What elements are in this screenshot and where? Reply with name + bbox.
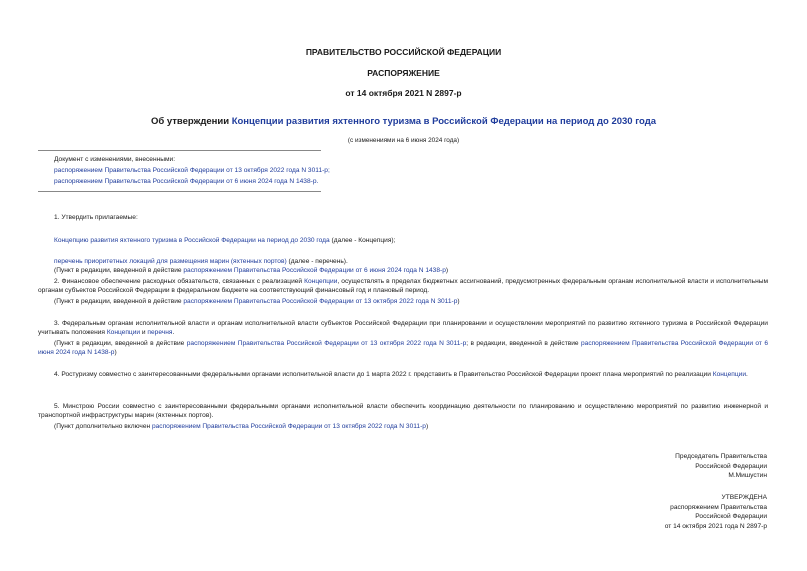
note-prefix: (Пункт в редакции, введенной в действие xyxy=(54,340,187,347)
paragraph-1: 1. Утвердить прилагаемые: xyxy=(54,214,138,221)
paragraph-3-and: и xyxy=(140,329,148,336)
government-heading: ПРАВИТЕЛЬСТВО РОССИЙСКОЙ ФЕДЕРАЦИИ xyxy=(305,47,502,57)
document-type: РАСПОРЯЖЕНИЕ xyxy=(367,68,440,78)
amendment-link-2[interactable]: распоряжением Правительства Российской Федерации от 6 июня 2024 года N 1438-р. xyxy=(54,178,319,185)
note-suffix: ) xyxy=(457,298,460,305)
document-title xyxy=(0,116,807,127)
note-link-2024-p3[interactable]: распоряжением Правительства Российской Федерации от 6 июня 2024 года N 1438-р xyxy=(38,340,768,356)
concept-link-p2[interactable]: Концепции xyxy=(304,278,338,285)
approval-block xyxy=(665,493,767,531)
note-suffix: ) xyxy=(445,267,449,274)
note-link-2022[interactable]: распоряжением Правительства Российской Федерации от 13 октября 2022 года N 3011-р xyxy=(183,298,458,305)
paragraph-4 xyxy=(38,370,768,379)
note-link-2024[interactable]: распоряжением Правительства Российской Федерации от 6 июня 2024 года N 1438-р xyxy=(183,267,446,274)
approved-by: распоряжением Правительства xyxy=(670,503,767,511)
paragraph-5-note xyxy=(54,422,428,431)
note-prefix: (Пункт дополнительно включен xyxy=(54,423,152,430)
approved-date: от 14 октября 2021 года N 2897-р xyxy=(664,522,767,530)
locations-list-link[interactable]: перечень приоритетных локаций для размещения марин (яхтенных портов) xyxy=(54,258,287,265)
divider-top xyxy=(38,150,321,151)
note-link-2022-p3[interactable]: распоряжением Правительства Российской Федерации от 13 октября 2022 года N 3011-р xyxy=(186,340,467,347)
paragraph-1-note xyxy=(54,266,448,275)
paragraph-1b xyxy=(54,257,348,266)
divider-bottom xyxy=(38,191,321,192)
signature-block xyxy=(675,452,767,481)
approved-country: Российской Федерации xyxy=(695,513,767,520)
amended-note: (с изменениями на 6 июня 2024 года) xyxy=(347,137,460,144)
amendments-label: Документ с изменениями, внесенными: xyxy=(54,156,176,163)
paragraph-3-note xyxy=(38,339,768,357)
paragraph-3 xyxy=(38,319,768,337)
approved-heading: УТВЕРЖДЕНА xyxy=(721,494,767,501)
title-prefix: Об утверждении xyxy=(150,116,232,127)
list-link-p3[interactable]: перечня xyxy=(147,329,173,336)
note-link-2022-p5[interactable]: распоряжением Правительства Российской Федерации от 13 октября 2022 года N 3011-р xyxy=(151,423,426,430)
concept-link-p3[interactable]: Концепции xyxy=(106,329,141,336)
signature-position: Председатель Правительства xyxy=(675,453,767,460)
paragraph-3-text: 3. Федеральным органам исполнительной власти и органам исполнительной власти субъектов Российской Федерации при планировании и осуществлении мероприятий по развитию яхтенного туризма в Российской Федерации учитывать положения xyxy=(38,320,768,336)
note-suffix: ) xyxy=(425,423,429,430)
signature-country: Российской Федерации xyxy=(695,462,767,470)
paragraph-2 xyxy=(38,277,768,295)
paragraph-2-text-b: , осуществлять в пределах бюджетных ассигнований, предусмотренных федеральным органам исполнительной власти и исполнительным органам субъектов Российской Федерации в федеральном бюджете на соответствующий финансовый год и плановый период. xyxy=(38,278,768,294)
paragraph-2-note xyxy=(54,297,460,306)
paragraph-2-text-a: 2. Финансовое обеспечение расходных обязательств, связанных с реализацией xyxy=(54,278,305,285)
paragraph-1b-rest: (далее - перечень). xyxy=(286,258,348,265)
amendment-link-1[interactable]: распоряжением Правительства Российской Федерации от 13 октября 2022 года N 3011-р; xyxy=(54,167,330,174)
paragraph-5: 5. Минстрою России совместно с заинтересованными федеральными органами исполнительной власти обеспечить координацию деятельности по планированию и осуществлению мероприятий по развитию инженерной и транспортной инфраструктуры марин (яхтенных портов). xyxy=(38,403,768,419)
paragraph-3-end: . xyxy=(172,329,175,336)
note-prefix: (Пункт в редакции, введенной в действие xyxy=(54,298,184,305)
document-date-number: от 14 октября 2021 N 2897-р xyxy=(345,88,462,98)
signature-name: М.Мишустин xyxy=(728,472,767,479)
title-concept-link[interactable]: Концепции развития яхтенного туризма в Российской Федерации на период до 2030 года xyxy=(231,116,657,127)
note-prefix: (Пункт в редакции, введенной в действие xyxy=(54,267,184,274)
paragraph-1a-rest: (далее - Концепция); xyxy=(329,237,396,244)
concept-link[interactable]: Концепцию развития яхтенного туризма в Российской Федерации на период до 2030 года xyxy=(54,237,330,244)
note-mid: ; в редакции, введенной в действие xyxy=(466,340,581,347)
concept-link-p4[interactable]: Концепции xyxy=(712,371,746,378)
paragraph-4-text: 4. Ростуризму совместно с заинтересованными федеральными органами исполнительной власти до 1 марта 2022 г. представить в Правительство Российской Федерации проект плана мероприятий по реализации xyxy=(54,371,713,378)
paragraph-1a xyxy=(54,236,395,245)
note-suffix: ) xyxy=(114,349,117,356)
paragraph-4-end: . xyxy=(746,371,748,378)
